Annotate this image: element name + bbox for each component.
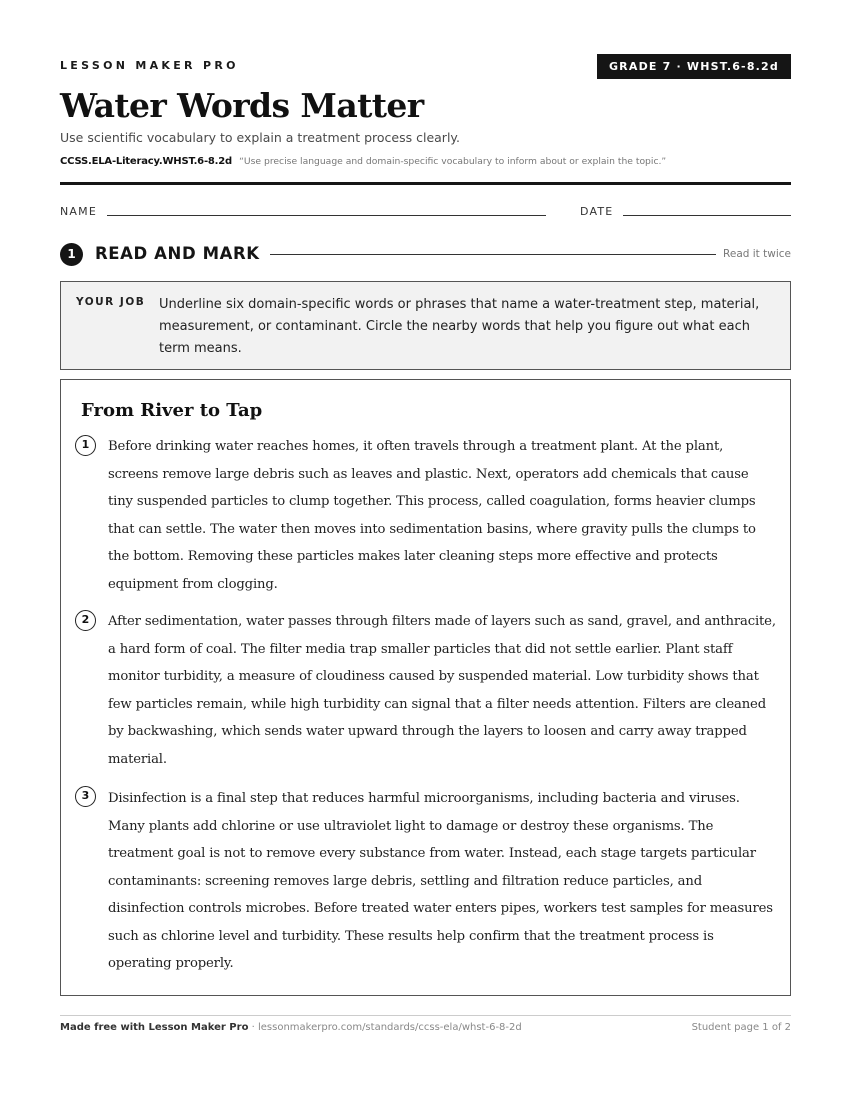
section-number-badge: 1 [60, 243, 83, 266]
paragraph-number: 1 [75, 435, 96, 456]
page-title: Water Words Matter [60, 86, 424, 125]
reading-passage [60, 379, 791, 996]
worksheet-page [60, 0, 791, 1100]
paragraph-text: Disinfection is a final step that reduces harmful microorganisms, including bacteria and viruses. Many plants add chlorine or use ultraviolet light to damage or destroy these organisms. The treatment goal is not to remove every substance from water. Instead, each stage targets particular contaminants: screening removes large debris, settling and filtration reduce particles, and disinfection controls microbes. Before treated water enters pipes, workers test samples for measures such as chlorine level and turbidity. These results help confirm that the treatment process is operating properly. [108, 791, 773, 971]
paragraph-text: After sedimentation, water passes through filters made of layers such as sand, gravel, and anthracite, a hard form of coal. The filter media trap smaller particles that did not settle earlier. Plant staff monitor turbidity, a measure of cloudiness caused by suspended material. Low turbidity shows that few particles remain, while high turbidity can signal that a filter needs attention. Filters are cleaned by backwashing, which sends water upward through the layers to loosen and carry away trapped material. [108, 614, 776, 767]
instructions-text: Underline six domain-specific words or phrases that name a water-treatment step, material, measurement, or contaminant. Circle the nearby words that help you figure out what each term means. [159, 297, 760, 356]
name-label: NAME [60, 205, 97, 218]
footer-page-info: Student page 1 of 2 [691, 1022, 791, 1033]
footer-url[interactable]: · lessonmakerpro.com/standards/ccss-ela/whst-6-8-2d [248, 1022, 522, 1033]
section-title: READ AND MARK [95, 244, 260, 263]
standard-line [60, 156, 666, 167]
passage-title: From River to Tap [81, 400, 263, 421]
standard-code: CCSS.ELA-Literacy.WHST.6-8.2d [60, 156, 232, 167]
section-note: Read it twice [723, 248, 791, 260]
brand-row [60, 54, 791, 80]
footer-made-with: Made free with Lesson Maker Pro [60, 1022, 249, 1033]
footer-credit [60, 1022, 522, 1033]
header-divider [60, 182, 791, 185]
section-header [60, 242, 791, 266]
paragraph-number: 3 [75, 786, 96, 807]
instructions-box [60, 281, 791, 370]
instructions-label: YOUR JOB [76, 296, 146, 308]
name-field-line[interactable] [107, 215, 546, 216]
grade-badge: GRADE 7 · WHST.6-8.2d [597, 54, 791, 79]
footer-divider [60, 1015, 791, 1016]
date-field-line[interactable] [623, 215, 791, 216]
paragraph-number: 2 [75, 610, 96, 631]
brand-name: LESSON MAKER PRO [60, 59, 239, 72]
name-date-row [60, 204, 791, 220]
section-divider [270, 254, 716, 255]
standard-quote: “Use precise language and domain-specific vocabulary to inform about or explain the topic.” [239, 156, 667, 167]
date-label: DATE [580, 205, 614, 218]
page-subtitle: Use scientific vocabulary to explain a treatment process clearly. [60, 130, 461, 145]
paragraph-text: Before drinking water reaches homes, it often travels through a treatment plant. At the plant, screens remove large debris such as leaves and plastic. Next, operators add chemicals that cause tiny suspended particles to clump together. This process, called coagulation, forms heavier clumps that can settle. The water then moves into sedimentation basins, where gravity pulls the clumps to the bottom. Removing these particles makes later cleaning steps more effective and protects equipment from clogging. [108, 439, 756, 592]
